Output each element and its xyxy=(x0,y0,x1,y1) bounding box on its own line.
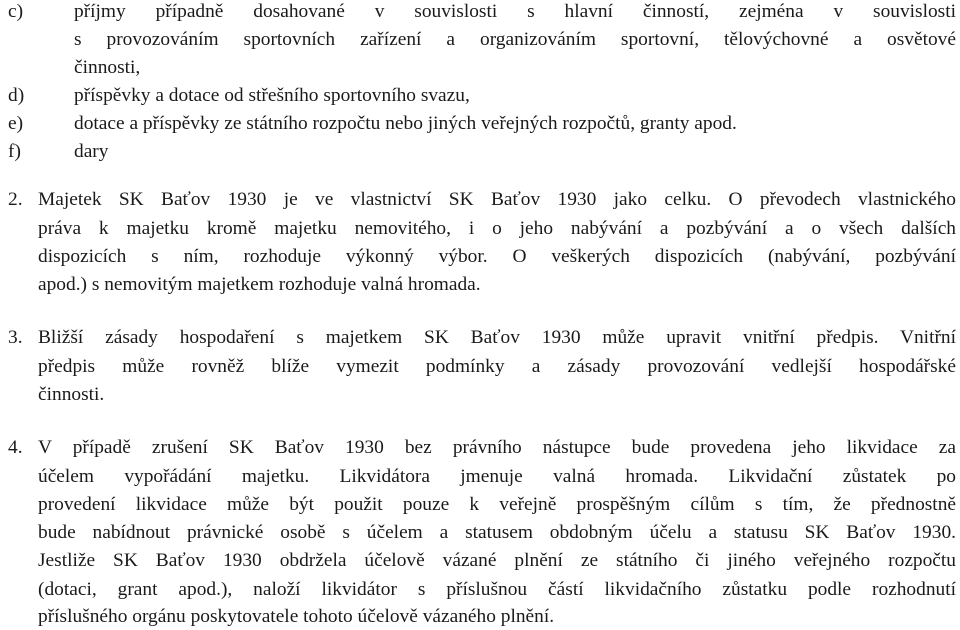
paragraph-2-line-2: práva k majetku kromě majetku nemovitého, i o jeho nabývání a pozbývání a o všech dalších xyxy=(38,218,956,239)
paragraph-2-line-4: apod.) s nemovitým majetkem rozhoduje valná hromada. xyxy=(38,274,481,295)
paragraph-4-line-2: účelem vypořádání majetku. Likvidátora jmenuje valná hromada. Likvidační zůstatek po xyxy=(38,466,956,487)
list-item-c-line-3: činnosti, xyxy=(74,57,141,78)
paragraph-4-line-6: (dotaci, grant apod.), naloží likvidátor s příslušnou částí likvidačního zůstatku podle rozhodnutí xyxy=(38,579,956,600)
paragraph-3-line-1: Bližší zásady hospodaření s majetkem SK Baťov 1930 může upravit vnitřní předpis. Vnitřní xyxy=(38,327,956,348)
paragraph-3-number: 3. xyxy=(8,327,23,348)
paragraph-2-number: 2. xyxy=(8,189,23,210)
list-item-e-label: e) xyxy=(8,113,24,134)
list-item-c-line-1: příjmy případně dosahované v souvislosti s hlavní činností, zejména v souvislosti xyxy=(74,1,956,22)
list-item-f-text: dary xyxy=(74,141,109,162)
paragraph-2-line-1: Majetek SK Baťov 1930 je ve vlastnictví SK Baťov 1930 jako celku. O převodech vlastnického xyxy=(38,189,956,210)
paragraph-4-line-1: V případě zrušení SK Baťov 1930 bez právního nástupce bude provedena jeho likvidace za xyxy=(38,437,956,458)
list-item-d-label: d) xyxy=(8,85,25,106)
paragraph-4-number: 4. xyxy=(8,437,23,458)
list-item-f-label: f) xyxy=(8,141,21,162)
list-item-e-text: dotace a příspěvky ze státního rozpočtu nebo jiných veřejných rozpočtů, granty apod. xyxy=(74,113,737,134)
paragraph-3-line-3: činnosti. xyxy=(38,384,105,405)
paragraph-4-line-5: Jestliže SK Baťov 1930 obdržela účelově vázané plnění ze státního či jiného veřejného rozpočtu xyxy=(38,550,956,571)
paragraph-4-line-3: provedení likvidace může být použit pouze k veřejně prospěšným cílům s tím, že přednostně xyxy=(38,494,956,515)
list-item-c-label: c) xyxy=(8,1,24,22)
paragraph-3-line-2: předpis může rovněž blíže vymezit podmínky a zásady provozování vedlejší hospodářské xyxy=(38,356,956,377)
list-item-c-line-2: s provozováním sportovních zařízení a organizováním sportovní, tělovýchovné a osvětové xyxy=(74,29,956,50)
list-item-d-text: příspěvky a dotace od střešního sportovního svazu, xyxy=(74,85,470,106)
paragraph-2-line-3: dispozicích s ním, rozhoduje výkonný výbor. O veškerých dispozicích (nabývání, pozbývání xyxy=(38,246,956,267)
paragraph-4-line-7: příslušného orgánu poskytovatele tohoto účelově vázaného plnění. xyxy=(38,606,555,627)
paragraph-4-line-4: bude nabídnout právnické osobě s účelem a statusem obdobným účelu a statusu SK Baťov 1930. xyxy=(38,522,956,543)
